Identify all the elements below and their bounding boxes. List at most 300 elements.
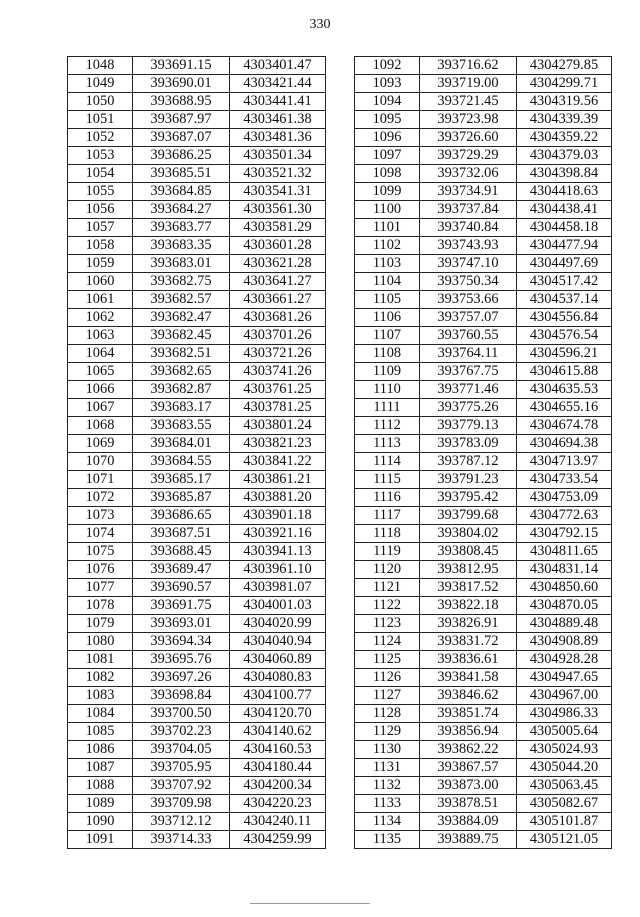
table-row <box>68 489 326 507</box>
y-coordinate-cell: 4303721.26 <box>230 345 326 363</box>
point-number-cell: 1060 <box>68 273 133 291</box>
x-coordinate-cell: 393841.58 <box>420 669 517 687</box>
table-row <box>68 201 326 219</box>
point-number-cell: 1066 <box>68 381 133 399</box>
x-coordinate-cell: 393695.76 <box>133 651 230 669</box>
table-row <box>355 237 612 255</box>
point-number-cell: 1087 <box>68 759 133 777</box>
x-coordinate-cell: 393709.98 <box>133 795 230 813</box>
table-row <box>68 813 326 831</box>
y-coordinate-cell: 4305063.45 <box>517 777 612 795</box>
x-coordinate-cell: 393846.62 <box>420 687 517 705</box>
point-number-cell: 1050 <box>68 93 133 111</box>
table-row <box>355 327 612 345</box>
x-coordinate-cell: 393684.85 <box>133 183 230 201</box>
point-number-cell: 1062 <box>68 309 133 327</box>
y-coordinate-cell: 4304160.53 <box>230 741 326 759</box>
y-coordinate-cell: 4304713.97 <box>517 453 612 471</box>
x-coordinate-cell: 393698.84 <box>133 687 230 705</box>
x-coordinate-cell: 393690.01 <box>133 75 230 93</box>
table-row <box>355 669 612 687</box>
point-number-cell: 1106 <box>355 309 420 327</box>
point-number-cell: 1073 <box>68 507 133 525</box>
x-coordinate-cell: 393729.29 <box>420 147 517 165</box>
table-row <box>355 75 612 93</box>
table-row <box>68 759 326 777</box>
point-number-cell: 1095 <box>355 111 420 129</box>
table-row <box>68 327 326 345</box>
x-coordinate-cell: 393683.35 <box>133 237 230 255</box>
y-coordinate-cell: 4304200.34 <box>230 777 326 795</box>
x-coordinate-cell: 393804.02 <box>420 525 517 543</box>
y-coordinate-cell: 4304596.21 <box>517 345 612 363</box>
y-coordinate-cell: 4303921.16 <box>230 525 326 543</box>
x-coordinate-cell: 393691.15 <box>133 57 230 75</box>
point-number-cell: 1067 <box>68 399 133 417</box>
point-number-cell: 1056 <box>68 201 133 219</box>
table-row <box>355 201 612 219</box>
point-number-cell: 1054 <box>68 165 133 183</box>
bottom-divider <box>250 903 370 904</box>
x-coordinate-cell: 393719.00 <box>420 75 517 93</box>
table-row <box>355 543 612 561</box>
x-coordinate-cell: 393687.97 <box>133 111 230 129</box>
point-number-cell: 1132 <box>355 777 420 795</box>
y-coordinate-cell: 4304398.84 <box>517 165 612 183</box>
point-number-cell: 1076 <box>68 561 133 579</box>
y-coordinate-cell: 4304220.23 <box>230 795 326 813</box>
point-number-cell: 1129 <box>355 723 420 741</box>
table-row <box>68 345 326 363</box>
y-coordinate-cell: 4304040.94 <box>230 633 326 651</box>
x-coordinate-cell: 393873.00 <box>420 777 517 795</box>
x-coordinate-cell: 393700.50 <box>133 705 230 723</box>
x-coordinate-cell: 393862.22 <box>420 741 517 759</box>
table-row <box>68 291 326 309</box>
x-coordinate-cell: 393799.68 <box>420 507 517 525</box>
point-number-cell: 1085 <box>68 723 133 741</box>
y-coordinate-cell: 4303741.26 <box>230 363 326 381</box>
x-coordinate-cell: 393753.66 <box>420 291 517 309</box>
y-coordinate-cell: 4305024.93 <box>517 741 612 759</box>
y-coordinate-cell: 4304674.78 <box>517 417 612 435</box>
y-coordinate-cell: 4304418.63 <box>517 183 612 201</box>
y-coordinate-cell: 4304120.70 <box>230 705 326 723</box>
x-coordinate-cell: 393682.65 <box>133 363 230 381</box>
y-coordinate-cell: 4303481.36 <box>230 129 326 147</box>
x-coordinate-cell: 393760.55 <box>420 327 517 345</box>
table-row <box>355 399 612 417</box>
x-coordinate-cell: 393726.60 <box>420 129 517 147</box>
x-coordinate-cell: 393683.77 <box>133 219 230 237</box>
y-coordinate-cell: 4304947.65 <box>517 669 612 687</box>
table-row <box>68 57 326 75</box>
table-row <box>355 561 612 579</box>
point-number-cell: 1135 <box>355 831 420 849</box>
table-row <box>68 147 326 165</box>
point-number-cell: 1048 <box>68 57 133 75</box>
table-row <box>355 759 612 777</box>
x-coordinate-cell: 393682.51 <box>133 345 230 363</box>
y-coordinate-cell: 4303401.47 <box>230 57 326 75</box>
table-row <box>68 363 326 381</box>
point-number-cell: 1052 <box>68 129 133 147</box>
y-coordinate-cell: 4304299.71 <box>517 75 612 93</box>
table-row <box>355 147 612 165</box>
point-number-cell: 1100 <box>355 201 420 219</box>
point-number-cell: 1120 <box>355 561 420 579</box>
point-number-cell: 1058 <box>68 237 133 255</box>
table-row <box>68 669 326 687</box>
table-row <box>68 273 326 291</box>
point-number-cell: 1111 <box>355 399 420 417</box>
x-coordinate-cell: 393688.45 <box>133 543 230 561</box>
table-row <box>355 687 612 705</box>
table-row <box>355 183 612 201</box>
point-number-cell: 1064 <box>68 345 133 363</box>
y-coordinate-cell: 4304831.14 <box>517 561 612 579</box>
x-coordinate-cell: 393688.95 <box>133 93 230 111</box>
y-coordinate-cell: 4304100.77 <box>230 687 326 705</box>
y-coordinate-cell: 4303701.26 <box>230 327 326 345</box>
y-coordinate-cell: 4303761.25 <box>230 381 326 399</box>
x-coordinate-cell: 393808.45 <box>420 543 517 561</box>
table-row <box>68 453 326 471</box>
x-coordinate-cell: 393684.27 <box>133 201 230 219</box>
x-coordinate-cell: 393682.45 <box>133 327 230 345</box>
x-coordinate-cell: 393831.72 <box>420 633 517 651</box>
table-row <box>68 183 326 201</box>
coordinates-table-left <box>67 56 326 849</box>
y-coordinate-cell: 4304870.05 <box>517 597 612 615</box>
x-coordinate-cell: 393734.91 <box>420 183 517 201</box>
point-number-cell: 1105 <box>355 291 420 309</box>
point-number-cell: 1088 <box>68 777 133 795</box>
point-number-cell: 1093 <box>355 75 420 93</box>
point-number-cell: 1077 <box>68 579 133 597</box>
x-coordinate-cell: 393822.18 <box>420 597 517 615</box>
x-coordinate-cell: 393712.12 <box>133 813 230 831</box>
x-coordinate-cell: 393889.75 <box>420 831 517 849</box>
table-row <box>68 435 326 453</box>
coordinates-table-right <box>354 56 612 849</box>
x-coordinate-cell: 393687.51 <box>133 525 230 543</box>
y-coordinate-cell: 4303501.34 <box>230 147 326 165</box>
table-row <box>68 777 326 795</box>
point-number-cell: 1114 <box>355 453 420 471</box>
x-coordinate-cell: 393682.75 <box>133 273 230 291</box>
table-row <box>355 219 612 237</box>
y-coordinate-cell: 4304001.03 <box>230 597 326 615</box>
y-coordinate-cell: 4304615.88 <box>517 363 612 381</box>
table-row <box>355 93 612 111</box>
table-row <box>68 507 326 525</box>
point-number-cell: 1063 <box>68 327 133 345</box>
point-number-cell: 1061 <box>68 291 133 309</box>
x-coordinate-cell: 393687.07 <box>133 129 230 147</box>
point-number-cell: 1081 <box>68 651 133 669</box>
point-number-cell: 1079 <box>68 615 133 633</box>
point-number-cell: 1059 <box>68 255 133 273</box>
x-coordinate-cell: 393764.11 <box>420 345 517 363</box>
table-row <box>68 741 326 759</box>
table-row <box>355 489 612 507</box>
table-row <box>68 237 326 255</box>
point-number-cell: 1078 <box>68 597 133 615</box>
y-coordinate-cell: 4304889.48 <box>517 615 612 633</box>
table-row <box>68 417 326 435</box>
point-number-cell: 1134 <box>355 813 420 831</box>
table-row <box>68 111 326 129</box>
point-number-cell: 1086 <box>68 741 133 759</box>
table-row <box>355 255 612 273</box>
x-coordinate-cell: 393683.01 <box>133 255 230 273</box>
y-coordinate-cell: 4304319.56 <box>517 93 612 111</box>
y-coordinate-cell: 4304180.44 <box>230 759 326 777</box>
y-coordinate-cell: 4304772.63 <box>517 507 612 525</box>
y-coordinate-cell: 4303821.23 <box>230 435 326 453</box>
point-number-cell: 1099 <box>355 183 420 201</box>
x-coordinate-cell: 393791.23 <box>420 471 517 489</box>
x-coordinate-cell: 393702.23 <box>133 723 230 741</box>
x-coordinate-cell: 393856.94 <box>420 723 517 741</box>
y-coordinate-cell: 4303881.20 <box>230 489 326 507</box>
y-coordinate-cell: 4303801.24 <box>230 417 326 435</box>
point-number-cell: 1116 <box>355 489 420 507</box>
table-row <box>68 651 326 669</box>
y-coordinate-cell: 4303981.07 <box>230 579 326 597</box>
x-coordinate-cell: 393795.42 <box>420 489 517 507</box>
y-coordinate-cell: 4304967.00 <box>517 687 612 705</box>
y-coordinate-cell: 4303961.10 <box>230 561 326 579</box>
x-coordinate-cell: 393685.87 <box>133 489 230 507</box>
y-coordinate-cell: 4305101.87 <box>517 813 612 831</box>
point-number-cell: 1127 <box>355 687 420 705</box>
point-number-cell: 1117 <box>355 507 420 525</box>
table-row <box>68 255 326 273</box>
point-number-cell: 1071 <box>68 471 133 489</box>
x-coordinate-cell: 393686.25 <box>133 147 230 165</box>
point-number-cell: 1082 <box>68 669 133 687</box>
x-coordinate-cell: 393683.55 <box>133 417 230 435</box>
table-row <box>68 687 326 705</box>
y-coordinate-cell: 4304458.18 <box>517 219 612 237</box>
point-number-cell: 1121 <box>355 579 420 597</box>
point-number-cell: 1084 <box>68 705 133 723</box>
point-number-cell: 1109 <box>355 363 420 381</box>
table-row <box>68 309 326 327</box>
y-coordinate-cell: 4304080.83 <box>230 669 326 687</box>
table-row <box>355 741 612 759</box>
y-coordinate-cell: 4305082.67 <box>517 795 612 813</box>
point-number-cell: 1068 <box>68 417 133 435</box>
table-row <box>68 705 326 723</box>
y-coordinate-cell: 4303461.38 <box>230 111 326 129</box>
x-coordinate-cell: 393812.95 <box>420 561 517 579</box>
y-coordinate-cell: 4304020.99 <box>230 615 326 633</box>
table-row <box>68 723 326 741</box>
x-coordinate-cell: 393737.84 <box>420 201 517 219</box>
table-row <box>68 633 326 651</box>
x-coordinate-cell: 393771.46 <box>420 381 517 399</box>
x-coordinate-cell: 393787.12 <box>420 453 517 471</box>
x-coordinate-cell: 393721.45 <box>420 93 517 111</box>
x-coordinate-cell: 393878.51 <box>420 795 517 813</box>
table-row <box>355 381 612 399</box>
y-coordinate-cell: 4304517.42 <box>517 273 612 291</box>
y-coordinate-cell: 4304928.28 <box>517 651 612 669</box>
table-row <box>355 525 612 543</box>
y-coordinate-cell: 4304497.69 <box>517 255 612 273</box>
table-row <box>355 291 612 309</box>
point-number-cell: 1122 <box>355 597 420 615</box>
point-number-cell: 1070 <box>68 453 133 471</box>
table-row <box>68 75 326 93</box>
table-row <box>68 561 326 579</box>
y-coordinate-cell: 4303561.30 <box>230 201 326 219</box>
y-coordinate-cell: 4303901.18 <box>230 507 326 525</box>
x-coordinate-cell: 393826.91 <box>420 615 517 633</box>
y-coordinate-cell: 4304694.38 <box>517 435 612 453</box>
point-number-cell: 1069 <box>68 435 133 453</box>
point-number-cell: 1065 <box>68 363 133 381</box>
x-coordinate-cell: 393682.57 <box>133 291 230 309</box>
y-coordinate-cell: 4304259.99 <box>230 831 326 849</box>
y-coordinate-cell: 4303581.29 <box>230 219 326 237</box>
x-coordinate-cell: 393867.57 <box>420 759 517 777</box>
point-number-cell: 1108 <box>355 345 420 363</box>
y-coordinate-cell: 4304140.62 <box>230 723 326 741</box>
point-number-cell: 1128 <box>355 705 420 723</box>
x-coordinate-cell: 393704.05 <box>133 741 230 759</box>
y-coordinate-cell: 4304279.85 <box>517 57 612 75</box>
y-coordinate-cell: 4303521.32 <box>230 165 326 183</box>
y-coordinate-cell: 4305044.20 <box>517 759 612 777</box>
table-row <box>355 579 612 597</box>
table-row <box>355 453 612 471</box>
point-number-cell: 1053 <box>68 147 133 165</box>
table-row <box>355 345 612 363</box>
x-coordinate-cell: 393694.34 <box>133 633 230 651</box>
x-coordinate-cell: 393689.47 <box>133 561 230 579</box>
point-number-cell: 1115 <box>355 471 420 489</box>
x-coordinate-cell: 393685.17 <box>133 471 230 489</box>
page-number: 330 <box>309 17 331 32</box>
x-coordinate-cell: 393757.07 <box>420 309 517 327</box>
point-number-cell: 1101 <box>355 219 420 237</box>
y-coordinate-cell: 4303781.25 <box>230 399 326 417</box>
y-coordinate-cell: 4304753.09 <box>517 489 612 507</box>
y-coordinate-cell: 4304986.33 <box>517 705 612 723</box>
table-row <box>355 471 612 489</box>
point-number-cell: 1049 <box>68 75 133 93</box>
x-coordinate-cell: 393691.75 <box>133 597 230 615</box>
x-coordinate-cell: 393767.75 <box>420 363 517 381</box>
point-number-cell: 1125 <box>355 651 420 669</box>
point-number-cell: 1091 <box>68 831 133 849</box>
point-number-cell: 1080 <box>68 633 133 651</box>
point-number-cell: 1112 <box>355 417 420 435</box>
x-coordinate-cell: 393783.09 <box>420 435 517 453</box>
y-coordinate-cell: 4304792.15 <box>517 525 612 543</box>
x-coordinate-cell: 393686.65 <box>133 507 230 525</box>
point-number-cell: 1107 <box>355 327 420 345</box>
x-coordinate-cell: 393682.87 <box>133 381 230 399</box>
table-row <box>68 165 326 183</box>
y-coordinate-cell: 4304850.60 <box>517 579 612 597</box>
point-number-cell: 1090 <box>68 813 133 831</box>
x-coordinate-cell: 393817.52 <box>420 579 517 597</box>
x-coordinate-cell: 393684.55 <box>133 453 230 471</box>
table-row <box>355 111 612 129</box>
x-coordinate-cell: 393775.26 <box>420 399 517 417</box>
point-number-cell: 1102 <box>355 237 420 255</box>
point-number-cell: 1103 <box>355 255 420 273</box>
table-row <box>68 831 326 849</box>
point-number-cell: 1126 <box>355 669 420 687</box>
point-number-cell: 1113 <box>355 435 420 453</box>
table-row <box>355 597 612 615</box>
y-coordinate-cell: 4304379.03 <box>517 147 612 165</box>
table-row <box>355 507 612 525</box>
y-coordinate-cell: 4303541.31 <box>230 183 326 201</box>
x-coordinate-cell: 393707.92 <box>133 777 230 795</box>
x-coordinate-cell: 393683.17 <box>133 399 230 417</box>
table-row <box>355 615 612 633</box>
y-coordinate-cell: 4303941.13 <box>230 543 326 561</box>
table-row <box>355 363 612 381</box>
x-coordinate-cell: 393697.26 <box>133 669 230 687</box>
point-number-cell: 1123 <box>355 615 420 633</box>
x-coordinate-cell: 393714.33 <box>133 831 230 849</box>
y-coordinate-cell: 4303421.44 <box>230 75 326 93</box>
x-coordinate-cell: 393851.74 <box>420 705 517 723</box>
y-coordinate-cell: 4303601.28 <box>230 237 326 255</box>
y-coordinate-cell: 4303641.27 <box>230 273 326 291</box>
x-coordinate-cell: 393682.47 <box>133 309 230 327</box>
y-coordinate-cell: 4303681.26 <box>230 309 326 327</box>
table-row <box>355 165 612 183</box>
table-row <box>355 633 612 651</box>
point-number-cell: 1124 <box>355 633 420 651</box>
y-coordinate-cell: 4304576.54 <box>517 327 612 345</box>
point-number-cell: 1075 <box>68 543 133 561</box>
point-number-cell: 1097 <box>355 147 420 165</box>
table-row <box>68 597 326 615</box>
table-row <box>355 57 612 75</box>
x-coordinate-cell: 393836.61 <box>420 651 517 669</box>
point-number-cell: 1057 <box>68 219 133 237</box>
y-coordinate-cell: 4303861.21 <box>230 471 326 489</box>
x-coordinate-cell: 393740.84 <box>420 219 517 237</box>
table-row <box>68 525 326 543</box>
x-coordinate-cell: 393750.34 <box>420 273 517 291</box>
y-coordinate-cell: 4304733.54 <box>517 471 612 489</box>
point-number-cell: 1094 <box>355 93 420 111</box>
y-coordinate-cell: 4305005.64 <box>517 723 612 741</box>
point-number-cell: 1104 <box>355 273 420 291</box>
point-number-cell: 1133 <box>355 795 420 813</box>
point-number-cell: 1089 <box>68 795 133 813</box>
table-row <box>355 417 612 435</box>
point-number-cell: 1083 <box>68 687 133 705</box>
x-coordinate-cell: 393685.51 <box>133 165 230 183</box>
y-coordinate-cell: 4304477.94 <box>517 237 612 255</box>
table-row <box>68 795 326 813</box>
y-coordinate-cell: 4304537.14 <box>517 291 612 309</box>
table-row <box>68 543 326 561</box>
table-row <box>355 651 612 669</box>
